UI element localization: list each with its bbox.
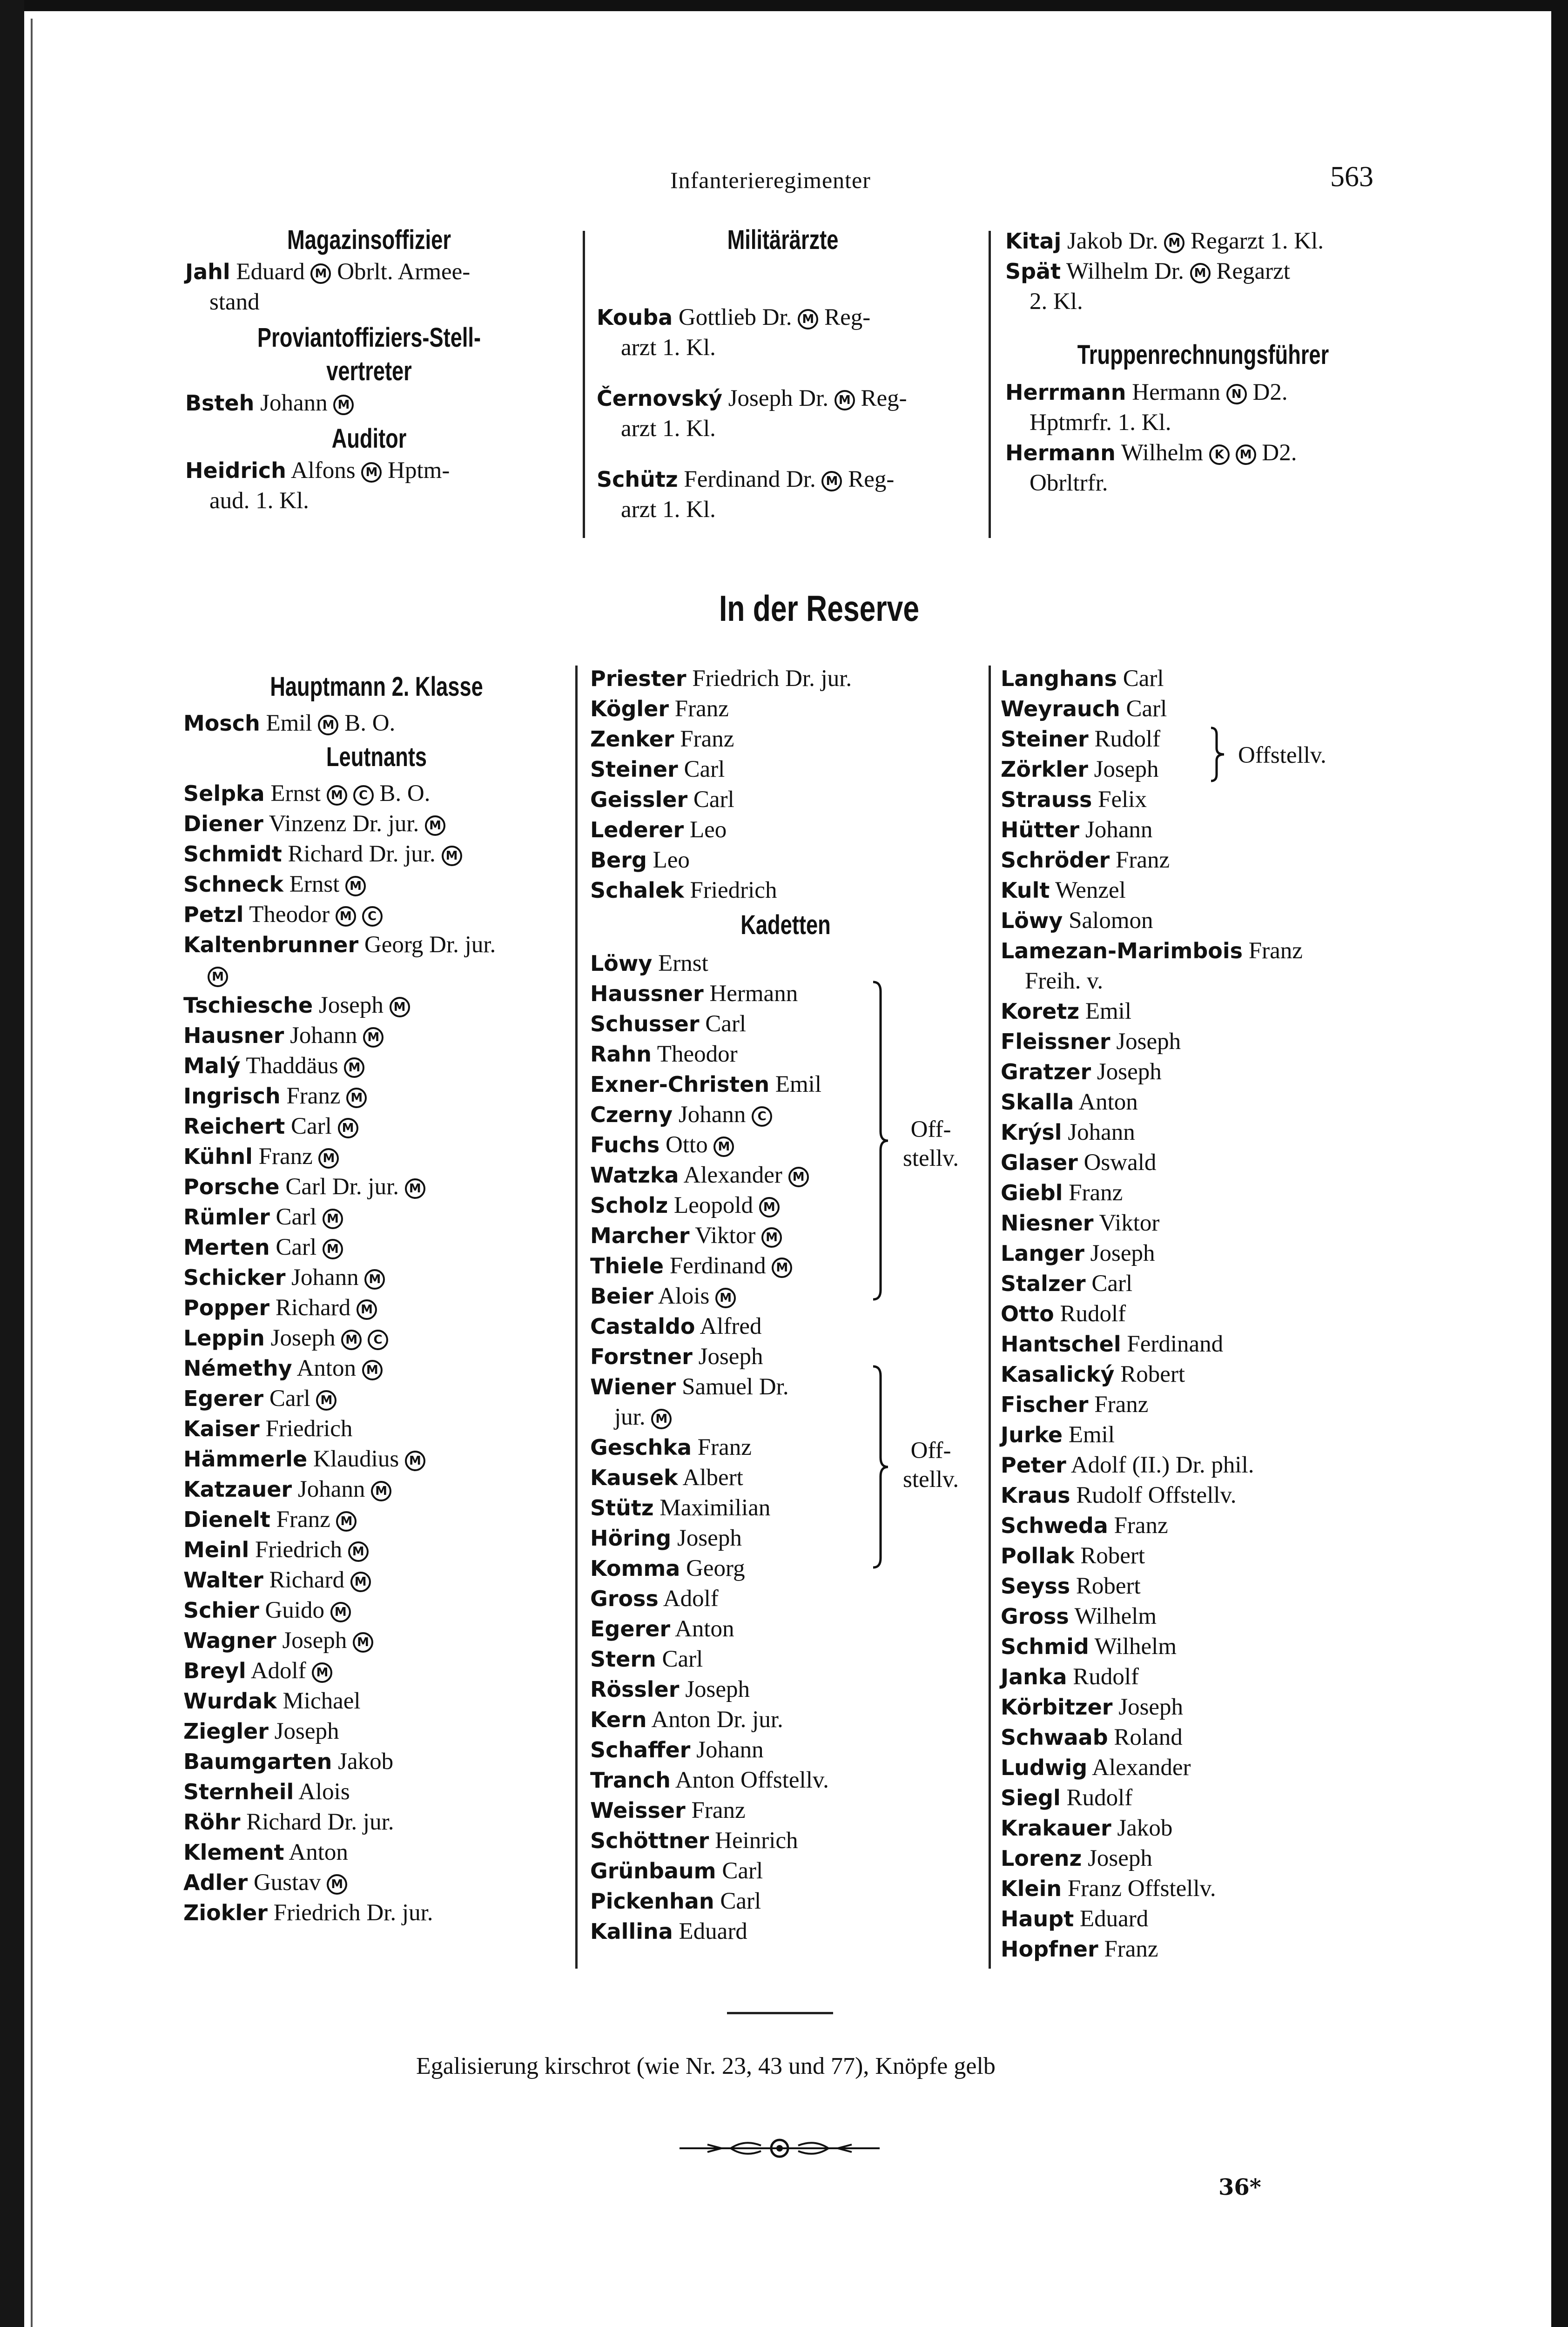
entry-merten: Merten Carl M	[183, 1232, 570, 1263]
entry-rohr: Röhr Richard Dr. jur.	[183, 1809, 394, 1835]
entry-schaffer: Schaffer Johann	[590, 1737, 764, 1763]
entry-hammerle: Hämmerle Klaudius M	[183, 1444, 570, 1474]
entry-lederer: Lederer Leo	[590, 817, 727, 843]
entry-heidrich-cont: aud. 1. Kl.	[209, 488, 309, 514]
medal-m-badge: M	[442, 846, 462, 866]
scan-edge-line	[31, 19, 33, 2327]
entry-jurke: Jurke Emil	[1001, 1422, 1115, 1448]
entry-schmidt: Schmidt Richard Dr. jur. M	[183, 839, 570, 869]
medal-m-badge: M	[336, 1511, 357, 1532]
medal-m-badge: M	[425, 815, 445, 836]
entry-schutz-cont: arzt 1. Kl.	[621, 497, 716, 523]
entry-marcher: Marcher Viktor M	[590, 1221, 981, 1251]
entry-wiener-cont: jur. M	[590, 1402, 981, 1433]
entry-lorenz: Lorenz Joseph	[1001, 1845, 1152, 1871]
entry-kouba: Kouba Gottlieb Dr. M Reg-	[597, 304, 871, 330]
surname: Herrmann	[1005, 380, 1126, 405]
medal-m-badge: M	[364, 1269, 385, 1290]
entry-rumler: Rümler Carl M	[183, 1202, 570, 1232]
entry-peter: Peter Adolf (II.) Dr. phil.	[1001, 1452, 1254, 1478]
entry-glaser: Glaser Oswald	[1001, 1150, 1157, 1176]
signature-mark: 36*	[1218, 2174, 1261, 2200]
entry-watzka: Watzka Alexander M	[590, 1160, 981, 1190]
surname: Hermann	[1005, 440, 1116, 465]
entry-fuchs: Fuchs Otto M	[590, 1130, 981, 1160]
entry-porsche: Porsche Carl Dr. jur. M	[183, 1172, 570, 1202]
brace-steiner-zorkler	[1209, 726, 1226, 783]
medal-n-badge: N	[1226, 384, 1247, 404]
entry-beier: Beier Alois M	[590, 1281, 981, 1311]
heading-truppenrechnungsfuhrer: Truppenrechnungsführer	[1077, 340, 1329, 370]
entry-kallina: Kallina Eduard	[590, 1918, 747, 1944]
entry-stern: Stern Carl	[590, 1646, 703, 1672]
entry-herrmann: Herrmann Hermann N D2.	[1005, 379, 1288, 405]
entry-jahl-cont: stand	[209, 289, 260, 315]
medal-m-badge: M	[363, 1027, 384, 1048]
medal-c-badge: C	[368, 1330, 388, 1350]
medal-m-badge: M	[405, 1178, 425, 1199]
entry-spat: Spät Wilhelm Dr. M Regarzt	[1005, 258, 1290, 284]
entry-bsteh: Bsteh Johann M	[185, 388, 553, 418]
column-rule	[989, 231, 991, 538]
entry-pickenhan: Pickenhan Carl	[590, 1888, 761, 1914]
surname: Kouba	[597, 305, 673, 330]
entry-gross: Gross Wilhelm	[1001, 1603, 1157, 1629]
surname: Heidrich	[185, 458, 286, 483]
surname: Bsteh	[185, 390, 255, 416]
medal-m-badge: M	[333, 395, 354, 415]
medal-m-badge: M	[344, 1057, 364, 1078]
entry-kuhnl: Kühnl Franz M	[183, 1142, 570, 1172]
medal-m-badge: M	[338, 1118, 358, 1138]
scan-edge-right	[1551, 0, 1568, 2327]
entry-kouba-cont: arzt 1. Kl.	[621, 335, 716, 361]
entry-adler: Adler Gustav M	[183, 1868, 570, 1898]
entry-castaldo: Castaldo Alfred	[590, 1313, 762, 1339]
entry-meinl: Meinl Friedrich M	[183, 1535, 570, 1565]
ornament-divider-icon	[680, 2134, 880, 2162]
top-middle-column	[597, 223, 969, 525]
medal-m-badge: M	[350, 1572, 371, 1592]
entry-siegl: Siegl Rudolf	[1001, 1785, 1133, 1811]
medal-m-badge: M	[323, 1239, 343, 1259]
entry-langhans: Langhans Carl	[1001, 666, 1164, 692]
heading-proviant-1: Proviantoffiziers-Stell-	[257, 323, 481, 353]
medal-m-badge: M	[371, 1481, 391, 1501]
entry-krakauer: Krakauer Jakob	[1001, 1815, 1173, 1841]
top-right-column	[1005, 226, 1401, 498]
surname: Černovský	[597, 386, 722, 411]
entry-geissler: Geissler Carl	[590, 787, 734, 813]
column-rule	[989, 666, 991, 1969]
medal-m-badge: M	[357, 1299, 377, 1320]
entry-schmid: Schmid Wilhelm	[1001, 1634, 1177, 1660]
heading-militaerarzte: Militärärzte	[727, 225, 839, 255]
entry-haussner: Haussner Hermann	[590, 981, 798, 1007]
entry-kitaj: Kitaj Jakob Dr. M Regarzt 1. Kl.	[1005, 228, 1324, 254]
entry-schottner: Schöttner Heinrich	[590, 1828, 798, 1854]
entry-janka: Janka Rudolf	[1001, 1664, 1139, 1690]
entry-horing: Höring Joseph	[590, 1525, 742, 1551]
medal-m-badge: M	[1190, 263, 1211, 283]
entry-jahl: Jahl Eduard M Obrlt. Armee-	[185, 259, 471, 285]
entry-cernovsky: Černovský Joseph Dr. M Reg-	[597, 385, 907, 411]
surname: Jahl	[185, 259, 230, 284]
medal-m-badge: M	[759, 1197, 780, 1217]
heading-proviant-2: vertreter	[326, 356, 412, 386]
brace-label-offstellv-1: Off- stellv.	[903, 1116, 959, 1171]
entry-niesner: Niesner Viktor	[1001, 1210, 1160, 1236]
heading-hauptmann: Hauptmann 2. Klasse	[270, 672, 483, 702]
section-title-reserve: In der Reserve	[719, 588, 920, 629]
medal-m-badge: M	[390, 997, 410, 1017]
medal-m-badge: M	[327, 785, 347, 806]
entry-krysl: Krýsl Johann	[1001, 1119, 1135, 1145]
medal-c-badge: C	[362, 906, 383, 927]
entry-ludwig: Ludwig Alexander	[1001, 1755, 1191, 1781]
entry-thiele: Thiele Ferdinand M	[590, 1251, 981, 1281]
entry-kern: Kern Anton Dr. jur.	[590, 1707, 783, 1733]
entry-fleissner: Fleissner Joseph	[1001, 1029, 1181, 1055]
entry-reichert: Reichert Carl M	[183, 1111, 570, 1142]
entry-klement: Klement Anton	[183, 1839, 348, 1865]
entry-geschka: Geschka Franz	[590, 1434, 752, 1460]
entry-lowy: Löwy Salomon	[1001, 908, 1153, 934]
brace-kadetten-2	[871, 1365, 890, 1569]
entry-strauss: Strauss Felix	[1001, 787, 1147, 813]
entry-mosch: Mosch Emil M B. O.	[183, 710, 396, 736]
medal-m-badge: M	[208, 967, 228, 987]
column-rule	[583, 231, 585, 538]
reserve-column-3	[1001, 664, 1410, 1964]
entry-priester: Priester Friedrich Dr. jur.	[590, 666, 852, 692]
entry-schweda: Schweda Franz	[1001, 1513, 1168, 1539]
medal-m-badge: M	[405, 1451, 425, 1471]
medal-m-badge: M	[713, 1137, 734, 1157]
heading-magazinsoffizier: Magazinsoffizier	[287, 225, 451, 255]
entry-rahn: Rahn Theodor	[590, 1041, 738, 1067]
entry-hopfner: Hopfner Franz	[1001, 1936, 1158, 1962]
entry-otto: Otto Rudolf	[1001, 1301, 1126, 1327]
entry-koretz: Koretz Emil	[1001, 998, 1132, 1024]
entry-scholz: Scholz Leopold M	[590, 1190, 981, 1221]
entry-kraus: Kraus Rudolf Offstellv.	[1001, 1482, 1237, 1508]
entry-steiner: Steiner Rudolf	[1001, 726, 1161, 752]
entry-lowy: Löwy Ernst	[590, 950, 708, 976]
entry-breyl: Breyl Adolf M	[183, 1656, 570, 1686]
medal-m-badge: M	[346, 1088, 367, 1108]
entry-kaltenbrunner: Kaltenbrunner Georg Dr. jur.	[183, 932, 496, 958]
entry-schalek: Schalek Friedrich	[590, 877, 777, 903]
entry-heidrich: Heidrich Alfons M Hptm-	[185, 457, 450, 484]
medal-m-badge: M	[345, 876, 366, 896]
entry-berg: Berg Leo	[590, 847, 690, 873]
running-title: Infanterieregimenter	[670, 167, 871, 193]
column-rule	[575, 666, 578, 1969]
entry-hermann-cont: Obrltrfr.	[1030, 470, 1108, 496]
medal-k-badge: K	[1209, 444, 1230, 465]
medal-m-badge: M	[788, 1167, 809, 1187]
medal-m-badge: M	[1236, 444, 1256, 465]
entry-rossler: Rössler Joseph	[590, 1676, 750, 1702]
entry-korbitzer: Körbitzer Joseph	[1001, 1694, 1184, 1720]
entry-zenker: Zenker Franz	[590, 726, 734, 752]
entry-hutter: Hütter Johann	[1001, 817, 1153, 843]
entry-walter: Walter Richard M	[183, 1565, 570, 1595]
page-number: 563	[1330, 161, 1373, 193]
entry-fischer: Fischer Franz	[1001, 1392, 1149, 1418]
entry-lamezan: Lamezan-Marimbois Franz	[1001, 938, 1303, 964]
entry-kaltenbrunner-cont	[183, 960, 570, 990]
entry-schicker: Schicker Johann M	[183, 1263, 570, 1293]
medal-m-badge: M	[651, 1409, 672, 1429]
entry-weyrauch: Weyrauch Carl	[1001, 696, 1167, 722]
medal-m-badge: M	[834, 390, 855, 410]
entry-ingrisch: Ingrisch Franz M	[183, 1081, 570, 1111]
brace-kadetten-1	[871, 980, 890, 1301]
entry-zorkler: Zörkler Joseph	[1001, 756, 1159, 782]
entry-forstner: Forstner Joseph	[590, 1344, 763, 1370]
entry-hantschel: Hantschel Ferdinand	[1001, 1331, 1224, 1357]
entry-weisser: Weisser Franz	[590, 1797, 746, 1823]
entry-stutz: Stütz Maximilian	[590, 1495, 771, 1521]
medal-m-badge: M	[362, 1360, 383, 1380]
entry-egerer: Egerer Anton	[590, 1616, 734, 1642]
entry-kaiser: Kaiser Friedrich	[183, 1416, 353, 1442]
surname: Kitaj	[1005, 229, 1062, 254]
medal-m-badge: M	[316, 1390, 336, 1411]
entry-maly: Malý Thaddäus M	[183, 1051, 570, 1081]
reserve-column-1	[183, 670, 570, 1928]
entry-leppin: Leppin Joseph M C	[183, 1323, 570, 1353]
entry-baumgarten: Baumgarten Jakob	[183, 1749, 394, 1775]
entry-stalzer: Stalzer Carl	[1001, 1271, 1133, 1297]
entry-hermann: Hermann Wilhelm K M D2.	[1005, 440, 1297, 466]
scan-edge-left	[0, 0, 24, 2327]
medal-m-badge: M	[348, 1541, 369, 1562]
entry-sternheil: Sternheil Alois	[183, 1779, 350, 1805]
medal-m-badge: M	[318, 1148, 339, 1169]
entry-diener: Diener Vinzenz Dr. jur. M	[183, 809, 570, 839]
medal-m-badge: M	[312, 1662, 332, 1683]
entry-tranch: Tranch Anton Offstellv.	[590, 1767, 829, 1793]
entry-cernovsky-cont: arzt 1. Kl.	[621, 416, 716, 442]
entry-schwaab: Schwaab Roland	[1001, 1724, 1183, 1750]
entry-kult: Kult Wenzel	[1001, 877, 1126, 903]
footer-text: Egalisierung kirschrot (wie Nr. 23, 43 und 77), Knöpfe gelb	[416, 2053, 996, 2079]
surname: Schütz	[597, 467, 678, 492]
entry-wagner: Wagner Joseph M	[183, 1626, 570, 1656]
entry-komma: Komma Georg	[590, 1555, 745, 1581]
entry-steiner: Steiner Carl	[590, 756, 725, 782]
entry-czerny: Czerny Johann C	[590, 1100, 981, 1130]
medal-m-badge: M	[327, 1874, 347, 1895]
medal-m-badge: M	[330, 1602, 351, 1622]
medal-m-badge: M	[761, 1227, 782, 1248]
entry-dienelt: Dienelt Franz M	[183, 1505, 570, 1535]
entry-klein: Klein Franz Offstellv.	[1001, 1876, 1216, 1902]
entry-kausek: Kausek Albert	[590, 1465, 743, 1491]
entry-exner: Exner-Christen Emil	[590, 1071, 822, 1097]
medal-m-badge: M	[310, 263, 331, 284]
entry-wiener: Wiener Samuel Dr.	[590, 1374, 789, 1400]
entry-selpka: Selpka Ernst M C B. O.	[183, 780, 431, 807]
medal-m-badge: M	[361, 462, 382, 483]
heading-auditor: Auditor	[331, 424, 407, 454]
entry-langer: Langer Joseph	[1001, 1240, 1155, 1266]
entry-tschiesche: Tschiesche Joseph M	[183, 990, 570, 1021]
medal-c-badge: C	[353, 785, 374, 806]
entry-giebl: Giebl Franz	[1001, 1180, 1123, 1206]
entry-wurdak: Wurdak Michael	[183, 1688, 361, 1714]
heading-kadetten: Kadetten	[740, 910, 831, 940]
entry-skalla: Skalla Anton	[1001, 1089, 1138, 1115]
medal-c-badge: C	[752, 1106, 772, 1127]
entry-schusser: Schusser Carl	[590, 1011, 747, 1037]
entry-egerer: Egerer Carl M	[183, 1384, 570, 1414]
medal-m-badge: M	[341, 1330, 362, 1350]
brace-label-offstellv-2: Off- stellv.	[903, 1438, 959, 1493]
scan-edge-top	[0, 0, 1568, 11]
footer-rule	[727, 2012, 833, 2014]
entry-schroder: Schröder Franz	[1001, 847, 1170, 873]
entry-petzl: Petzl Theodor M C	[183, 900, 570, 930]
entry-katzauer: Katzauer Johann M	[183, 1474, 570, 1505]
entry-gratzer: Gratzer Joseph	[1001, 1059, 1162, 1085]
entry-schier: Schier Guido M	[183, 1595, 570, 1626]
medal-m-badge: M	[353, 1632, 373, 1653]
brace-label-offstellv-3: Offstellv.	[1238, 742, 1326, 768]
entry-popper: Popper Richard M	[183, 1293, 570, 1323]
entry-pollak: Pollak Robert	[1001, 1543, 1145, 1569]
entry-grunbaum: Grünbaum Carl	[590, 1858, 763, 1884]
entry-herrmann-cont: Hptmrfr. 1. Kl.	[1030, 410, 1171, 436]
entry-kasalicky: Kasalický Robert	[1001, 1361, 1185, 1387]
heading-leutnants: Leutnants	[326, 742, 427, 772]
entry-kogler: Kögler Franz	[590, 696, 729, 722]
entry-schneck: Schneck Ernst M	[183, 869, 570, 900]
entry-nemethy: Némethy Anton M	[183, 1353, 570, 1384]
medal-m-badge: M	[323, 1209, 343, 1229]
entry-lamezan-cont: Freih. v.	[1025, 968, 1104, 994]
entry-schutz: Schütz Ferdinand Dr. M Reg-	[597, 466, 895, 492]
top-left-column	[185, 223, 553, 516]
entry-seyss: Seyss Robert	[1001, 1573, 1141, 1599]
medal-m-badge: M	[798, 309, 818, 330]
surname: Spät	[1005, 259, 1061, 284]
medal-m-badge: M	[1164, 233, 1184, 253]
entry-ziokler: Ziokler Friedrich Dr. jur.	[183, 1900, 433, 1926]
medal-m-badge: M	[772, 1258, 792, 1278]
entry-hausner: Hausner Johann M	[183, 1021, 570, 1051]
medal-m-badge: M	[318, 715, 338, 735]
entry-gross: Gross Adolf	[590, 1586, 719, 1612]
entry-ziegler: Ziegler Joseph	[183, 1718, 339, 1744]
medal-m-badge: M	[821, 471, 842, 491]
medal-m-badge: M	[336, 906, 356, 927]
entry-haupt: Haupt Eduard	[1001, 1906, 1149, 1932]
medal-m-badge: M	[715, 1288, 736, 1308]
entry-spat-cont: 2. Kl.	[1030, 289, 1083, 315]
reserve-column-2	[590, 664, 981, 1947]
